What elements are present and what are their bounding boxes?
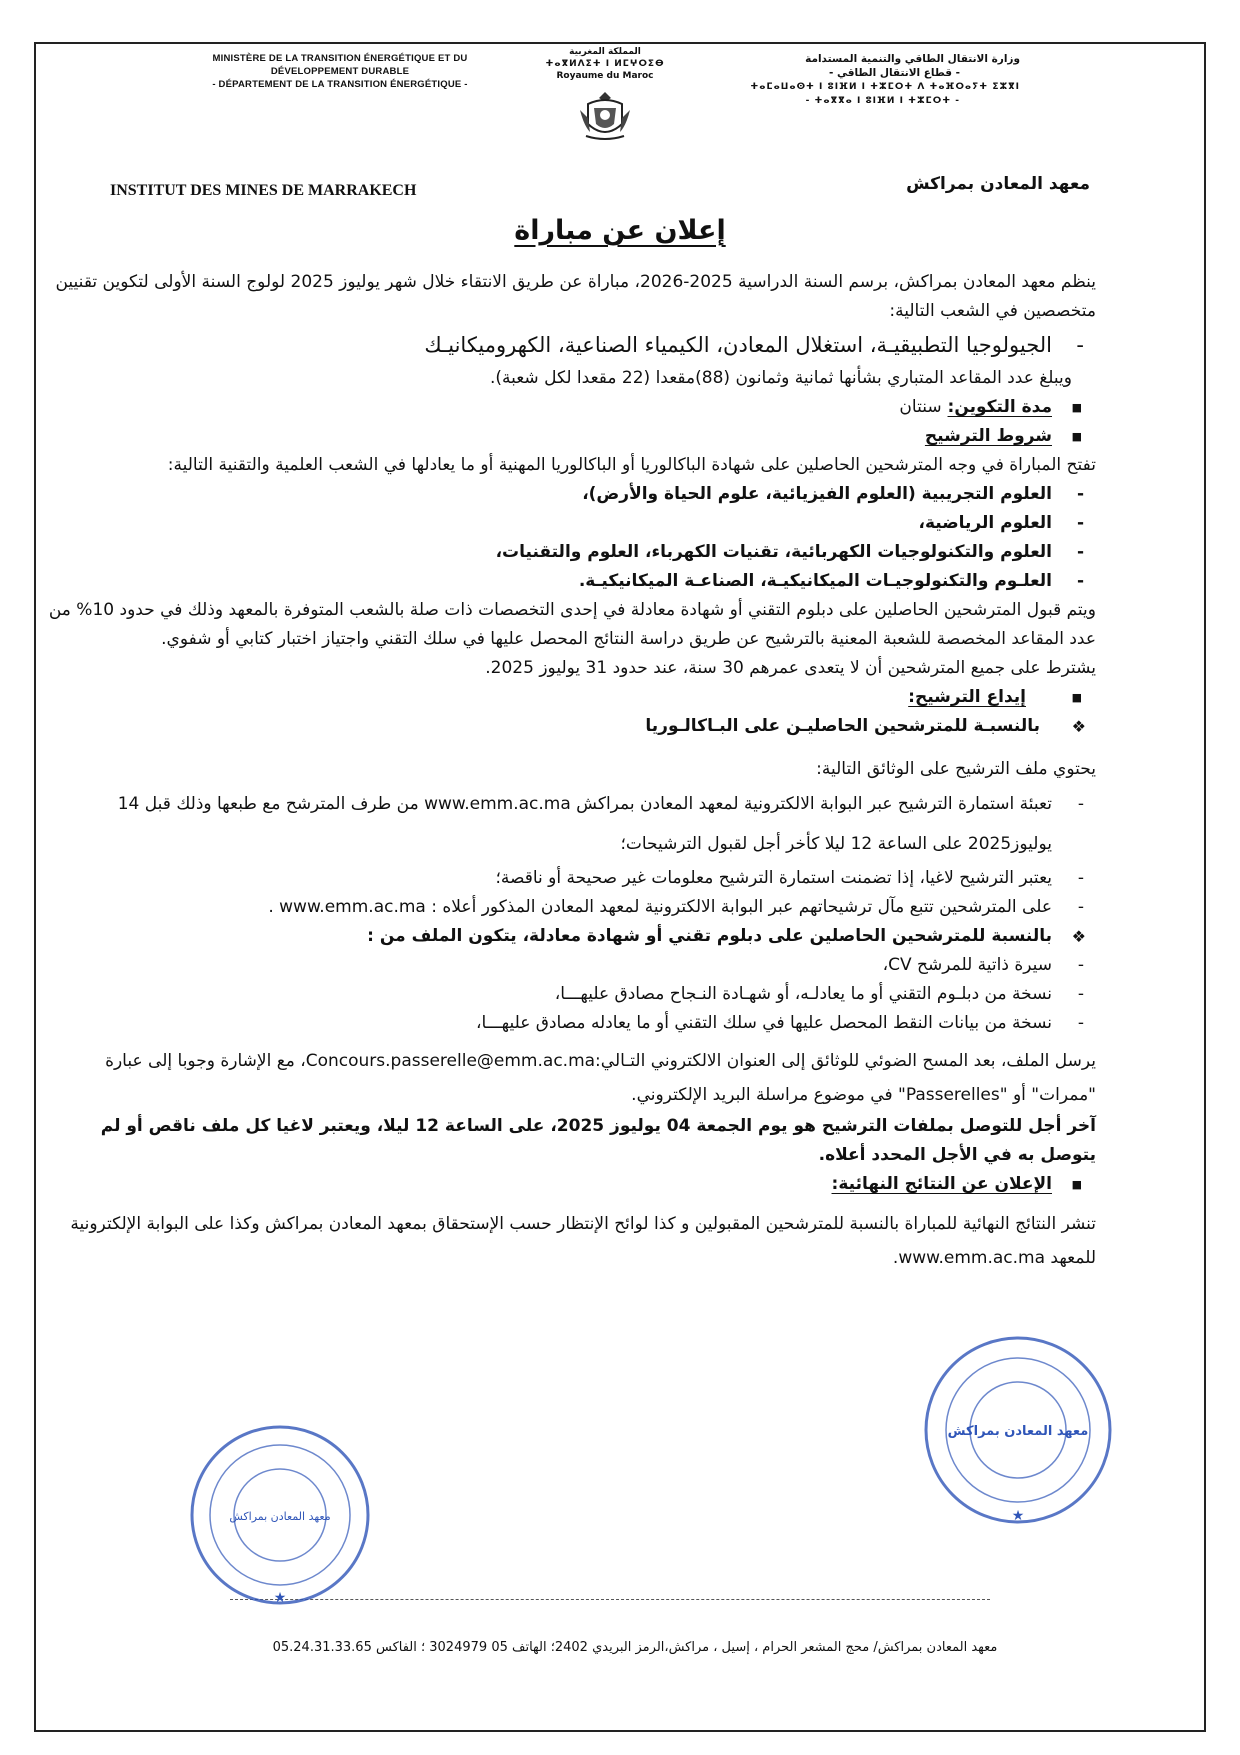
kingdom-tif: ⵜⴰⴳⵍⴷⵉⵜ ⵏ ⵍⵎⵖⵔⵉⴱ — [545, 59, 665, 69]
results-paragraph: تنشر النتائج النهائية للمباراة بالنسبة للمترشحين المقبولين و كذا لوائح الإنتظار حسب الإستحقاق بمعهد المعادن بمراكش وكذا على البوابة الإلكترونية للمعهد www.emm.ac.ma. — [70, 1214, 1096, 1268]
bac-doc-item: - يعتبر الترشيح لاغيا، إذا تضمنت استمارة الترشيح معلومات غير صحيحة أو ناقصة؛ — [44, 864, 1096, 893]
kingdom-block — [530, 46, 680, 142]
deadline-paragraph: آخر أجل للتوصل بملفات الترشيح هو يوم الجمعة 04 يوليوز 2025، على الساعة 12 ليلا، ويعتبر لاغيا كل ملف ناقص أو لم يتوصل به في الأجل المحدد أعلاه. — [100, 1116, 1096, 1165]
stamp-left-text: معهد المعادن بمراكش — [229, 1510, 331, 1523]
ministry-fr-line1: MINISTÈRE DE LA TRANSITION ÉNERGÉTIQUE ET DU — [212, 53, 468, 64]
deposit-label: إيداع الترشيح: — [908, 687, 1026, 707]
deposit-item — [44, 683, 1096, 712]
bac-doc-item: - تعبئة استمارة الترشيح عبر البوابة الالكترونية لمعهد المعادن بمراكش www.emm.ac.ma من طرف المترشح مع طبعها وذلك قبل 14 يوليوز2025 على الساعة 12 ليلا كأخر أجل لقبول الترشيحات؛ — [44, 784, 1096, 864]
diploma-section-label: ❖ بالنسبة للمترشحين الحاصلين على دبلوم تقني أو شهادة معادلة، يتكون الملف من : — [44, 922, 1096, 951]
official-stamp-left — [185, 1420, 375, 1610]
stream-item: - العلـوم والتكنولوجيـات الميكانيكيـة، الصناعـة الميكانيكيـة. — [44, 567, 1096, 596]
stream-item: - العلوم الرياضية، — [44, 509, 1096, 538]
ministry-fr-line2: DÉVELOPPEMENT DURABLE — [270, 66, 410, 77]
footer-address: معهد المعادن بمراكش/ محج المشعر الحرام ، إسيل ، مراكش،الرمز البريدي 2402؛ الهاتف 05 3024979 ؛ الفاكس 05.24.31.33.65 — [272, 1640, 998, 1655]
ministry-ar-line1: وزارة الانتقال الطاقي والتنمية المستدامة — [805, 53, 1020, 65]
duration-label: مدة التكوين: — [947, 397, 1052, 417]
diploma-doc-item: - نسخة من بيانات النقط المحصل عليها في سلك التقني أو ما يعادله مصادق عليهـــا، — [44, 1009, 1096, 1038]
diploma-doc-item: - سيرة ذاتية للمرشح CV، — [44, 951, 1096, 980]
file-intro: يحتوي ملف الترشيح على الوثائق التالية: — [816, 759, 1096, 779]
ministry-fr-line3: - DÉPARTEMENT DE LA TRANSITION ÉNERGÉTIQUE - — [212, 79, 468, 90]
kingdom-ar: المملكة المغربية — [569, 47, 641, 57]
age-paragraph: يشترط على جميع المترشحين أن لا يتعدى عمرهم 30 سنة، عند حدود 31 يوليوز 2025. — [485, 658, 1096, 678]
institute-name-fr: INSTITUT DES MINES DE MARRAKECH — [110, 182, 417, 199]
kingdom-fr: Royaume du Maroc — [556, 71, 654, 81]
ministry-tif-line1: ⵜⴰⵎⴰⵡⴰⵙⵜ ⵏ ⵓⵏⴼⵍ ⵏ ⵜⵣⵎⵔⵜ ⴷ ⵜⴰⴼⵔⴰⵢⵜ ⵉⵣⴳⵏ — [750, 82, 1020, 92]
results-item — [44, 1170, 1096, 1199]
stamp-right-text: معهد المعادن بمراكش — [947, 1424, 1089, 1439]
diploma-paragraph: ويتم قبول المترشحين الحاصلين على دبلوم التقني أو شهادة معادلة في إحدى التخصصات ذات صلة بالشعب المتوفرة بالمعهد وذلك في حدود 10% من عدد المقاعد المخصصة للشعبة المعنية بالترشيح عن طريق دراسة النتائج المحصل عليها في سلك التقني واجتياز اختبار كتابي أو شفوي. — [48, 600, 1096, 649]
results-label: الإعلان عن النتائج النهائية: — [831, 1174, 1052, 1194]
email-paragraph: يرسل الملف، بعد المسح الضوئي للوثائق إلى العنوان الالكتروني التـالي:Concours.passerelle@emm.ac.ma، مع الإشارة وجوبا إلى عبارة "ممرات" أو "Passerelles" في موضوع مراسلة البريد الإلكتروني. — [105, 1051, 1096, 1105]
branches-list: - الجيولوجيا التطبيقيـة، استغلال المعادن، الكيمياء الصناعية، الكهروميكانيـك — [44, 326, 1096, 364]
ministry-fr — [150, 52, 530, 91]
conditions-item — [44, 422, 1096, 451]
duration-item — [44, 393, 1096, 422]
svg-text:★: ★ — [273, 1590, 287, 1606]
conditions-label: شروط الترشيح — [924, 426, 1052, 446]
page-title — [0, 215, 1240, 246]
diploma-doc-item: - نسخة من دبلـوم التقني أو ما يعادلـه، أو شهـادة النـجاح مصادق عليهـــا، — [44, 980, 1096, 1009]
bac-section-label: ❖ بالنسبـة للمترشحين الحاصليـن على البـاكالـوريا — [44, 712, 1096, 741]
duration-value: سنتان — [899, 397, 942, 417]
ministry-ar — [670, 52, 1020, 108]
svg-text:★: ★ — [1011, 1508, 1025, 1524]
royal-crest-icon — [578, 90, 632, 142]
bac-doc-item: - على المترشحين تتبع مآل ترشيحاتهم عبر البوابة الالكترونية لمعهد المعادن المذكور أعلاه : www.emm.ac.ma . — [44, 893, 1096, 922]
conditions-paragraph: تفتح المباراة في وجه المترشحين الحاصلين على شهادة الباكالوريا أو الباكالوريا المهنية أو ما يعادلها في الشعب العلمية والتقنية التالية: — [167, 455, 1096, 475]
announcement-body — [44, 268, 1096, 1275]
seats-paragraph: ويبلغ عدد المقاعد المتباري بشأنها ثمانية وثمانون (88)مقعدا (22 مقعدا لكل شعبة). — [489, 368, 1072, 388]
stream-item: - العلوم التجريبية (العلوم الفيزيائية، علوم الحياة والأرض)، — [44, 480, 1096, 509]
institute-name-ar: معهد المعادن بمراكش — [906, 174, 1090, 194]
ministry-ar-line2: - قطاع الانتقال الطاقي - — [828, 67, 960, 79]
stream-item: - العلوم والتكنولوجيات الكهربائية، تقنيات الكهرباء، العلوم والتقنيات، — [44, 538, 1096, 567]
intro-paragraph: ينظم معهد المعادن بمراكش، برسم السنة الدراسية 2025-2026، مباراة عن طريق الانتقاء خلال شهر يوليوز 2025 لولوج السنة الأولى لتكوين تقنيين متخصصين في الشعب التالية: — [55, 272, 1096, 321]
ministry-tif-line2: - ⵜⴰⴳⴳⴰ ⵏ ⵓⵏⴼⵍ ⵏ ⵜⵣⵎⵔⵜ - — [805, 96, 960, 106]
title-text: إعلان عن مباراة — [514, 215, 726, 246]
official-stamp-right — [918, 1330, 1118, 1530]
